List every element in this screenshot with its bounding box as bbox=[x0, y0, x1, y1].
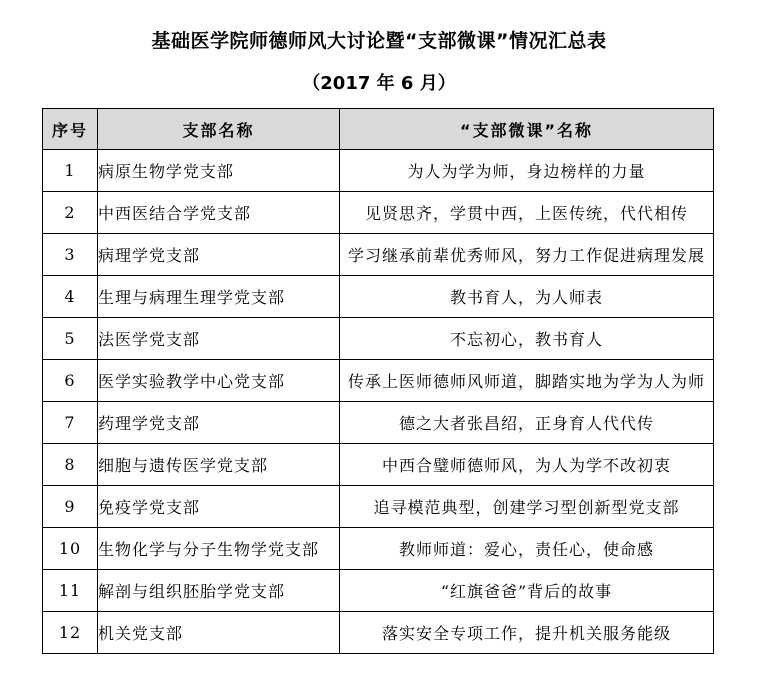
row-index: 11 bbox=[43, 570, 98, 612]
row-index: 1 bbox=[43, 150, 98, 192]
row-branch: 机关党支部 bbox=[98, 612, 340, 654]
row-branch: 医学实验教学中心党支部 bbox=[98, 360, 340, 402]
table-row bbox=[43, 612, 714, 654]
row-branch: 中西医结合学党支部 bbox=[98, 192, 340, 234]
row-branch: 解剖与组织胚胎学党支部 bbox=[98, 570, 340, 612]
row-lesson: 德之大者张昌绍，正身育人代代传 bbox=[340, 402, 714, 444]
row-index: 8 bbox=[43, 444, 98, 486]
table-row bbox=[43, 276, 714, 318]
document-subtitle: （2017 年 6 月） bbox=[302, 73, 456, 94]
row-branch: 法医学党支部 bbox=[98, 318, 340, 360]
row-index: 6 bbox=[43, 360, 98, 402]
row-branch: 病理学党支部 bbox=[98, 234, 340, 276]
row-index: 9 bbox=[43, 486, 98, 528]
row-index: 7 bbox=[43, 402, 98, 444]
row-lesson: 教书育人，为人师表 bbox=[340, 276, 714, 318]
row-branch: 病原生物学党支部 bbox=[98, 150, 340, 192]
document-title: 基础医学院师德师风大讨论暨“支部微课”情况汇总表 bbox=[151, 30, 607, 52]
row-branch: 免疫学党支部 bbox=[98, 486, 340, 528]
row-index: 5 bbox=[43, 318, 98, 360]
row-lesson: 追寻模范典型，创建学习型创新型党支部 bbox=[340, 486, 714, 528]
row-lesson: 不忘初心，教书育人 bbox=[340, 318, 714, 360]
table-row bbox=[43, 150, 714, 192]
table-row bbox=[43, 486, 714, 528]
header-branch: 支部名称 bbox=[98, 109, 340, 150]
row-lesson: “红旗爸爸”背后的故事 bbox=[340, 570, 714, 612]
row-branch: 细胞与遗传医学党支部 bbox=[98, 444, 340, 486]
table-row bbox=[43, 360, 714, 402]
row-lesson: 为人为学为师，身边榜样的力量 bbox=[340, 150, 714, 192]
row-lesson: 见贤思齐，学贯中西，上医传统，代代相传 bbox=[340, 192, 714, 234]
row-lesson: 中西合璧师德师风，为人为学不改初衷 bbox=[340, 444, 714, 486]
row-index: 10 bbox=[43, 528, 98, 570]
table-row bbox=[43, 570, 714, 612]
summary-table bbox=[42, 108, 714, 654]
row-lesson: 落实安全专项工作，提升机关服务能级 bbox=[340, 612, 714, 654]
row-lesson: 传承上医师德师风师道，脚踏实地为学为人为师 bbox=[340, 360, 714, 402]
row-branch: 生物化学与分子生物学党支部 bbox=[98, 528, 340, 570]
table-row bbox=[43, 528, 714, 570]
header-index: 序号 bbox=[43, 109, 98, 150]
row-index: 4 bbox=[43, 276, 98, 318]
table-header-row bbox=[43, 109, 714, 150]
row-branch: 药理学党支部 bbox=[98, 402, 340, 444]
table-row bbox=[43, 192, 714, 234]
row-lesson: 学习继承前辈优秀师风，努力工作促进病理发展 bbox=[340, 234, 714, 276]
table-row bbox=[43, 318, 714, 360]
table-row bbox=[43, 234, 714, 276]
table-row bbox=[43, 444, 714, 486]
row-index: 3 bbox=[43, 234, 98, 276]
row-index: 12 bbox=[43, 612, 98, 654]
table-row bbox=[43, 402, 714, 444]
header-lesson: “支部微课”名称 bbox=[340, 109, 714, 150]
row-index: 2 bbox=[43, 192, 98, 234]
row-lesson: 教师师道：爱心，责任心，使命感 bbox=[340, 528, 714, 570]
row-branch: 生理与病理生理学党支部 bbox=[98, 276, 340, 318]
